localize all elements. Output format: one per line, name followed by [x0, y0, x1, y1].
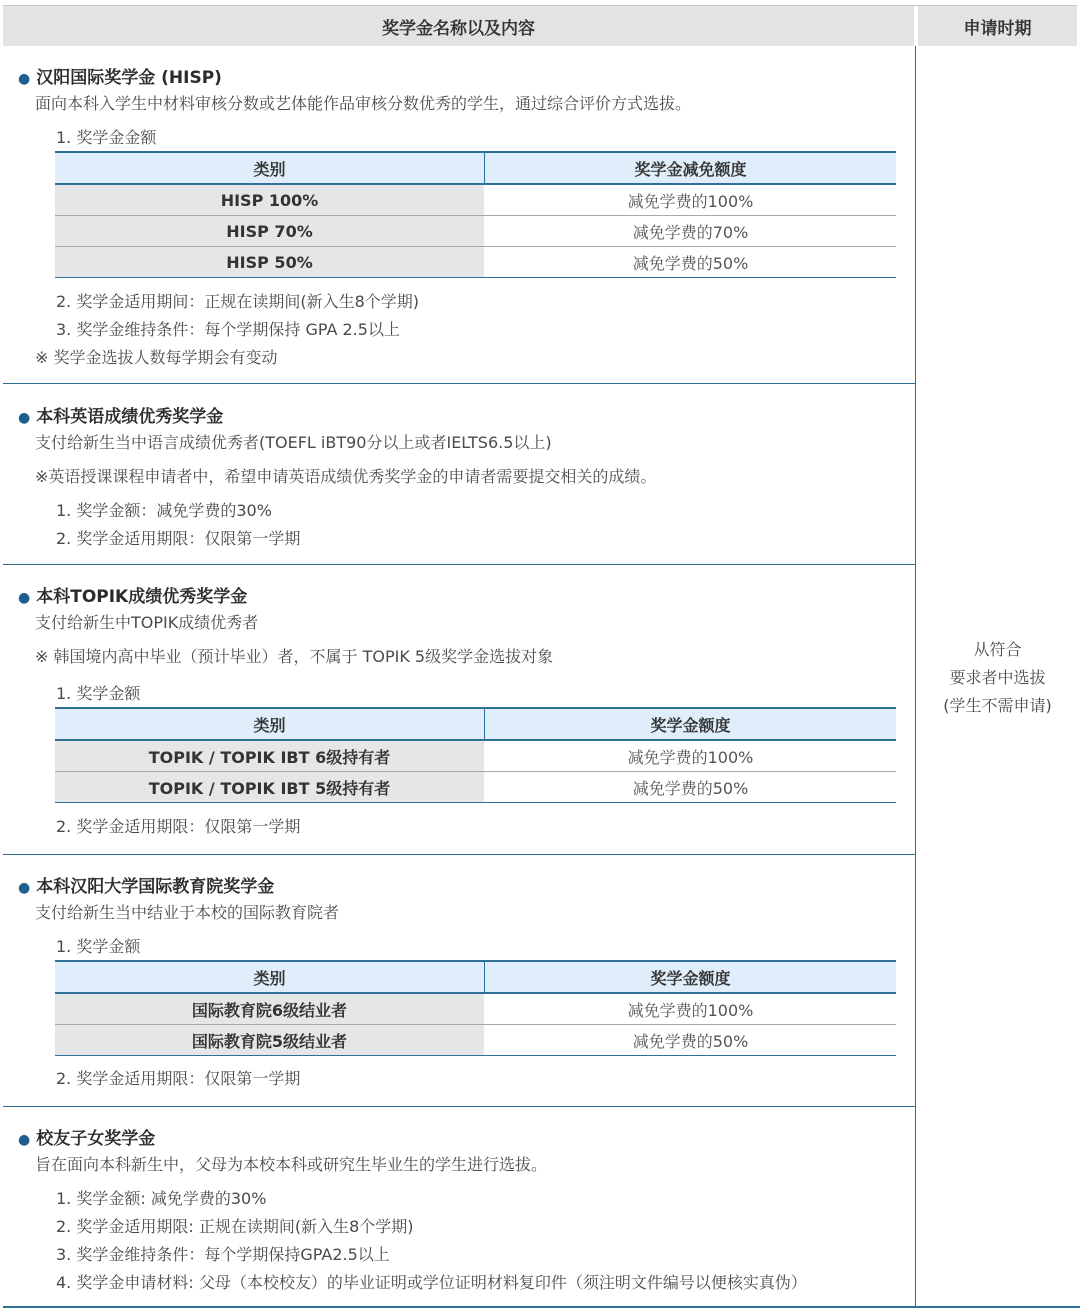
table-cell: TOPIK / TOPIK IBT 6级持有者 — [55, 740, 485, 772]
section-note: ※英语授课课程申请者中，希望申请英语成绩优秀奖学金的申请者需要提交相关的成绩。 — [35, 467, 657, 486]
column-header-category: 类别 — [55, 708, 485, 740]
list-item: 1. 奖学金额 — [56, 937, 141, 956]
list-item: 1. 奖学金额：减免学费的30% — [56, 501, 272, 520]
bullet-icon: ● — [18, 590, 31, 606]
header-scholarship-content: 奖学金名称以及内容 — [3, 6, 914, 46]
column-header-amount: 奖学金额度 — [485, 708, 897, 740]
section-topik — [0, 565, 915, 855]
section-title: ● 本科英语成绩优秀奖学金 — [18, 407, 224, 427]
bullet-icon: ● — [18, 1132, 31, 1148]
section-alumni-children — [0, 1107, 915, 1306]
table-cell: 减免学费的100% — [485, 184, 897, 216]
table-row — [55, 216, 896, 247]
bottom-rule — [3, 1306, 1080, 1308]
table-cell: 国际教育院5级结业者 — [55, 1025, 485, 1056]
section-intl-education — [0, 855, 915, 1107]
application-period-line: (学生不需申请) — [943, 696, 1052, 715]
list-item: 2. 奖学金适用期限: 正规在读期间(新入生8个学期) — [56, 1217, 414, 1236]
bullet-icon: ● — [18, 71, 31, 87]
table-row — [55, 740, 896, 772]
column-header-amount: 奖学金减免额度 — [485, 152, 897, 184]
section-description: 支付给新生中TOPIK成绩优秀者 — [35, 613, 259, 632]
list-item: 2. 奖学金适用期限：仅限第一学期 — [56, 1069, 301, 1088]
list-item: 2. 奖学金适用期限：仅限第一学期 — [56, 529, 301, 548]
table-cell: HISP 50% — [55, 247, 485, 278]
list-item: 1. 奖学金金额 — [56, 128, 157, 147]
application-period-line: 要求者中选拔 — [949, 668, 1046, 687]
section-description: 支付给新生当中结业于本校的国际教育院者 — [35, 903, 340, 922]
table-cell: HISP 70% — [55, 216, 485, 247]
amount-table — [55, 960, 896, 1056]
table-cell: 减免学费的50% — [485, 247, 897, 278]
section-description: 支付给新生当中语言成绩优秀者(TOEFL iBT90分以上或者IELTS6.5以上) — [35, 433, 552, 452]
section-title: ● 本科TOPIK成绩优秀奖学金 — [18, 587, 248, 607]
table-row — [55, 993, 896, 1025]
list-item: 3. 奖学金维持条件：每个学期保持GPA2.5以上 — [56, 1245, 390, 1264]
section-hisp — [0, 46, 915, 384]
amount-table — [55, 707, 896, 803]
table-cell: 减免学费的100% — [485, 740, 897, 772]
column-divider — [915, 46, 916, 1308]
application-period-text — [918, 636, 1077, 720]
bullet-icon: ● — [18, 880, 31, 896]
table-row — [55, 772, 896, 803]
section-note: ※ 奖学金选拔人数每学期会有变动 — [35, 348, 278, 367]
header-application-period: 申请时期 — [918, 6, 1077, 46]
column-header-category: 类别 — [55, 961, 485, 993]
table-cell: 减免学费的70% — [485, 216, 897, 247]
list-item: 3. 奖学金维持条件：每个学期保持 GPA 2.5以上 — [56, 320, 400, 339]
section-description: 面向本科入学生中材料审核分数或艺体能作品审核分数优秀的学生，通过综合评价方式选拔。 — [35, 94, 692, 113]
column-header-amount: 奖学金额度 — [485, 961, 897, 993]
list-item: 1. 奖学金额: 减免学费的30% — [56, 1189, 267, 1208]
section-title: ● 本科汉阳大学国际教育院奖学金 — [18, 877, 275, 897]
list-item: 1. 奖学金额 — [56, 684, 141, 703]
table-row — [55, 247, 896, 278]
list-item: 4. 奖学金申请材料: 父母（本校校友）的毕业证明或学位证明材料复印件（须注明文件编号以便核实真伪） — [56, 1273, 807, 1292]
table-row — [55, 184, 896, 216]
section-description: 旨在面向本科新生中，父母为本校本科或研究生毕业生的学生进行选拔。 — [35, 1155, 548, 1174]
table-cell: 减免学费的100% — [485, 993, 897, 1025]
list-item: 2. 奖学金适用期限：仅限第一学期 — [56, 817, 301, 836]
table-row — [55, 1025, 896, 1056]
table-cell: 国际教育院6级结业者 — [55, 993, 485, 1025]
section-note: ※ 韩国境内高中毕业（预计毕业）者，不属于 TOPIK 5级奖学金选拔对象 — [35, 647, 554, 666]
table-cell: HISP 100% — [55, 184, 485, 216]
table-cell: 减免学费的50% — [485, 1025, 897, 1056]
application-period-line: 从符合 — [973, 640, 1022, 659]
bullet-icon: ● — [18, 410, 31, 426]
list-item: 2. 奖学金适用期间：正规在读期间(新入生8个学期) — [56, 292, 420, 311]
section-title: ● 校友子女奖学金 — [18, 1129, 156, 1149]
table-header — [0, 0, 1080, 46]
column-header-category: 类别 — [55, 152, 485, 184]
table-cell: TOPIK / TOPIK IBT 5级持有者 — [55, 772, 485, 803]
amount-table — [55, 151, 896, 278]
section-english — [0, 384, 915, 565]
table-cell: 减免学费的50% — [485, 772, 897, 803]
section-title: ● 汉阳国际奖学金 (HISP) — [18, 68, 222, 88]
